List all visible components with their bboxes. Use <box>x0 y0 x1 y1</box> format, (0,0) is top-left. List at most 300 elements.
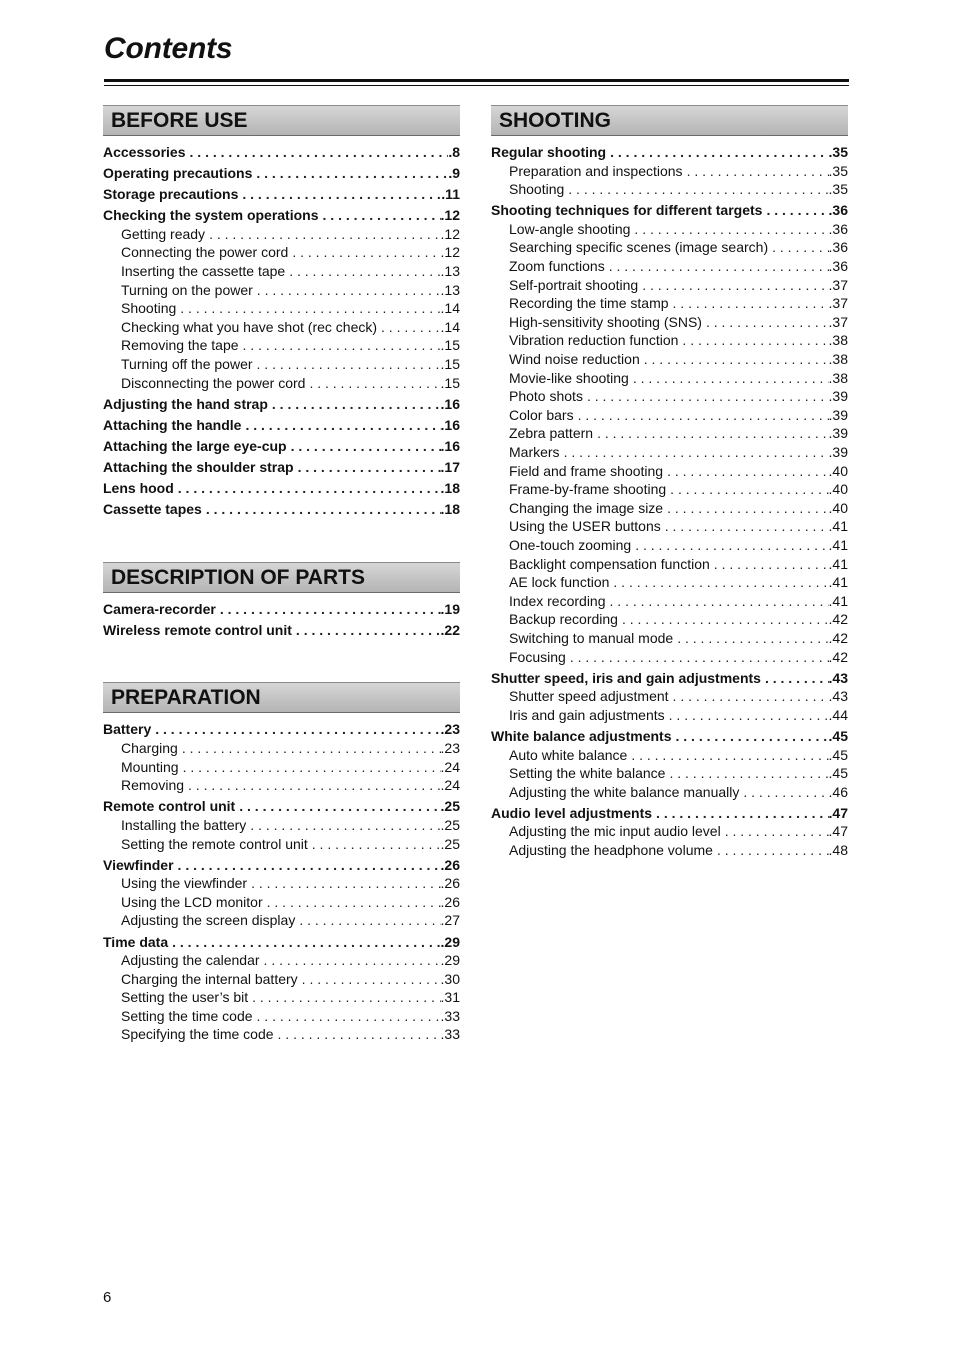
entry-label: Shooting <box>121 300 177 317</box>
entry-page: .40 <box>828 462 848 479</box>
entry-label: Adjusting the headphone volume <box>509 841 713 858</box>
dot-leader <box>606 592 829 611</box>
toc-subentry[interactable] <box>491 162 848 181</box>
entry-label: Recording the time stamp <box>509 295 669 312</box>
entry-page: .39 <box>828 388 848 405</box>
dot-leader <box>319 206 441 225</box>
toc-entry[interactable] <box>103 797 460 816</box>
dot-leader <box>609 573 828 592</box>
toc-entry[interactable] <box>103 185 460 204</box>
dot-leader <box>666 480 828 499</box>
dot-leader <box>618 610 829 629</box>
dot-leader <box>205 225 440 244</box>
dot-leader <box>263 893 441 912</box>
toc-subentry[interactable] <box>491 276 848 295</box>
entry-page: .26 <box>440 893 460 910</box>
entry-page: .24 <box>440 758 460 775</box>
toc-entry[interactable] <box>103 479 460 498</box>
dot-leader <box>285 262 440 281</box>
dot-leader <box>151 720 440 739</box>
entry-page: .25 <box>440 835 460 852</box>
dot-leader <box>673 629 828 648</box>
entry-label: AE lock function <box>509 574 610 591</box>
toc-subentry[interactable] <box>103 281 460 300</box>
toc-entry[interactable] <box>103 416 460 435</box>
section-preparation <box>103 682 460 1044</box>
toc-subentry[interactable] <box>491 350 848 369</box>
toc-entry[interactable] <box>103 437 460 456</box>
entry-label: Setting the white balance <box>509 765 666 782</box>
dot-leader <box>629 369 829 388</box>
entry-page: .38 <box>828 369 848 386</box>
dot-leader <box>178 739 441 758</box>
dot-leader <box>241 416 440 435</box>
toc-entry[interactable] <box>491 804 848 823</box>
toc-subentry[interactable] <box>103 299 460 318</box>
page-title: Contents <box>104 32 233 65</box>
entry-label: Wind noise reduction <box>509 351 640 368</box>
entry-label: Mounting <box>121 758 179 775</box>
entry-label: Zoom functions <box>509 258 605 275</box>
entry-page: .19 <box>440 600 460 617</box>
entry-label: Focusing <box>509 648 566 665</box>
entry-label: Accessories <box>103 144 186 160</box>
entry-label: Attaching the shoulder strap <box>103 459 294 475</box>
dot-leader <box>574 406 829 425</box>
entry-label: Storage precautions <box>103 186 239 203</box>
entry-page: .29 <box>440 952 460 969</box>
section-before-use <box>103 105 460 519</box>
toc-subentry[interactable] <box>491 648 848 667</box>
entry-page: .33 <box>440 1026 460 1043</box>
entry-label: Operating precautions <box>103 165 253 182</box>
entry-page: .46 <box>828 783 848 800</box>
entry-label: Iris and gain adjustments <box>509 706 665 723</box>
dot-leader <box>683 162 829 181</box>
entry-label: Connecting the power cord <box>121 244 289 261</box>
entry-page: .38 <box>828 332 848 349</box>
dot-leader <box>298 970 441 989</box>
entry-page: .13 <box>440 263 460 280</box>
entry-label: Searching specific scenes (image search) <box>509 239 769 256</box>
dot-leader <box>239 336 441 355</box>
entry-page: .43 <box>828 688 848 705</box>
entry-page: .43 <box>828 669 848 686</box>
entry-page: .23 <box>440 721 460 738</box>
entry-label: Time data <box>103 933 169 950</box>
entry-label: Switching to manual mode <box>509 629 674 646</box>
entry-label: Wireless remote control unit <box>103 621 292 638</box>
entry-page: .42 <box>828 629 848 646</box>
section-heading: DESCRIPTION OF PARTS <box>103 562 460 593</box>
entry-label: Disconnecting the power cord <box>121 374 306 391</box>
entry-page: .36 <box>828 239 848 256</box>
dot-leader <box>768 238 828 257</box>
entry-page: .23 <box>440 740 460 757</box>
toc-subentry[interactable] <box>491 480 848 499</box>
dot-leader <box>630 220 828 239</box>
toc-subentry[interactable] <box>103 835 460 854</box>
entry-page: .40 <box>828 499 848 516</box>
entry-page: .18 <box>440 480 460 497</box>
dot-leader <box>238 185 441 204</box>
toc-subentry[interactable] <box>103 1025 460 1044</box>
dot-leader <box>288 243 440 262</box>
entry-label: Remote control unit <box>103 798 236 815</box>
entry-page: .35 <box>828 162 848 179</box>
entry-page: .14 <box>440 300 460 317</box>
entry-page: .11 <box>441 186 460 203</box>
entry-label: Adjusting the screen display <box>121 912 296 929</box>
toc-subentry[interactable] <box>103 911 460 930</box>
entry-label: High-sensitivity shooting (SNS) <box>509 313 702 330</box>
entry-page: .35 <box>828 144 848 160</box>
entry-label: Shooting techniques for different targets <box>491 202 763 219</box>
dot-leader <box>295 911 440 930</box>
entry-label: Installing the battery <box>121 816 247 833</box>
entry-page: .45 <box>828 765 848 782</box>
entry-label: Color bars <box>509 406 574 423</box>
entry-page: .39 <box>828 444 848 460</box>
entry-label: Adjusting the hand strap <box>103 395 268 412</box>
toc-subentry[interactable] <box>103 355 460 374</box>
dot-leader <box>663 462 828 481</box>
entry-page: .44 <box>828 706 848 723</box>
entry-label: Using the viewfinder <box>121 875 248 892</box>
dot-leader <box>638 276 828 295</box>
entry-page: .14 <box>440 318 460 335</box>
dot-leader <box>739 783 828 802</box>
toc-subentry[interactable] <box>491 517 848 536</box>
entry-page: .31 <box>440 989 460 1006</box>
dot-leader <box>248 988 440 1007</box>
dot-leader <box>665 706 829 725</box>
entry-label: Shutter speed adjustment <box>509 688 669 705</box>
entry-page: .26 <box>440 875 460 892</box>
dot-leader <box>564 180 828 199</box>
dot-leader <box>252 164 448 183</box>
entry-page: .38 <box>828 351 848 368</box>
toc-entry[interactable] <box>103 621 460 640</box>
toc-subentry[interactable] <box>103 758 460 777</box>
entry-page: .45 <box>828 746 848 763</box>
dot-leader <box>652 804 828 823</box>
toc-subentry[interactable] <box>103 374 460 393</box>
entry-label: Camera-recorder <box>103 600 216 617</box>
toc-subentry[interactable] <box>491 822 848 841</box>
dot-leader <box>583 387 829 406</box>
entry-page: .17 <box>440 459 460 475</box>
toc-entry[interactable] <box>491 201 848 220</box>
dot-leader <box>176 299 440 318</box>
entry-label: Getting ready <box>121 225 206 242</box>
dot-leader <box>593 424 828 443</box>
entry-page: .35 <box>828 181 848 198</box>
dot-leader <box>253 1007 441 1026</box>
entry-page: .12 <box>440 244 460 261</box>
toc-subentry[interactable] <box>491 294 848 313</box>
entry-page: .40 <box>828 481 848 498</box>
toc-subentry[interactable] <box>491 180 848 199</box>
toc-entry[interactable] <box>103 933 460 952</box>
entry-label: Audio level adjustments <box>491 804 653 821</box>
entry-page: .15 <box>440 374 460 391</box>
dot-leader <box>179 758 441 777</box>
entry-page: .36 <box>828 202 848 219</box>
dot-leader <box>702 313 829 332</box>
entry-label: Checking what you have shot (rec check) <box>121 318 378 335</box>
entry-page: .24 <box>440 777 460 794</box>
dot-leader <box>377 318 441 337</box>
dot-leader <box>168 933 440 952</box>
toc-subentry[interactable] <box>491 462 848 481</box>
dot-leader <box>640 350 829 369</box>
toc-subentry[interactable] <box>103 816 460 835</box>
right-column <box>491 105 848 903</box>
entry-page: .26 <box>440 856 460 873</box>
dot-leader <box>174 479 441 498</box>
entry-page: .41 <box>828 518 848 535</box>
entry-page: .41 <box>828 536 848 553</box>
entry-page: .39 <box>828 425 848 442</box>
entry-page: .25 <box>440 798 460 815</box>
entry-page: .33 <box>440 1007 460 1024</box>
dot-leader <box>184 776 441 795</box>
dot-leader <box>216 600 441 619</box>
entry-page: .37 <box>828 313 848 330</box>
entry-page: .18 <box>440 501 460 518</box>
entry-page: .47 <box>828 823 848 840</box>
section-heading: SHOOTING <box>491 105 848 136</box>
toc-subentry[interactable] <box>103 988 460 1007</box>
entry-label: Adjusting the white balance manually <box>509 783 740 800</box>
entry-label: Cassette tapes <box>103 501 202 518</box>
dot-leader <box>627 746 828 765</box>
section-shooting <box>491 105 848 860</box>
entry-label: Movie-like shooting <box>509 369 629 386</box>
dot-leader <box>253 355 441 374</box>
entry-label: Setting the remote control unit <box>121 835 308 852</box>
toc-subentry[interactable] <box>103 1007 460 1026</box>
entry-label: Photo shots <box>509 388 583 405</box>
title-rule <box>104 79 849 82</box>
entry-page: .36 <box>828 258 848 275</box>
toc-entry[interactable] <box>103 600 460 619</box>
toc-subentry[interactable] <box>103 893 460 912</box>
toc-subentry[interactable] <box>103 970 460 989</box>
entry-page: .42 <box>828 611 848 628</box>
toc-subentry[interactable] <box>103 951 460 970</box>
toc-subentry[interactable] <box>491 783 848 802</box>
dot-leader <box>721 822 829 841</box>
toc-subentry[interactable] <box>103 262 460 281</box>
dot-leader <box>669 687 829 706</box>
entry-label: Inserting the cassette tape <box>121 263 286 280</box>
dot-leader <box>671 727 828 746</box>
entry-label: Using the LCD monitor <box>121 893 263 910</box>
toc-entry[interactable] <box>491 669 848 688</box>
entry-page: .9 <box>448 165 460 182</box>
entry-page: .13 <box>440 281 460 298</box>
entry-page: .37 <box>828 276 848 293</box>
entry-label: Frame-by-frame shooting <box>509 481 667 498</box>
toc-subentry[interactable] <box>491 841 848 860</box>
toc-subentry[interactable] <box>103 225 460 244</box>
toc-subentry[interactable] <box>491 706 848 725</box>
dot-leader <box>669 294 829 313</box>
dot-leader <box>710 555 829 574</box>
entry-label: Lens hood <box>103 480 174 497</box>
entry-label: Setting the time code <box>121 1007 253 1024</box>
toc-entry[interactable] <box>103 720 460 739</box>
entry-label: Charging <box>121 740 178 757</box>
entry-page: .8 <box>448 144 460 160</box>
toc-subentry[interactable] <box>491 555 848 574</box>
toc-entry[interactable] <box>103 206 460 225</box>
entry-label: Turning on the power <box>121 281 253 298</box>
toc-subentry[interactable] <box>103 318 460 337</box>
dot-leader <box>247 874 440 893</box>
entry-label: Field and frame shooting <box>509 462 664 479</box>
entry-label: Attaching the large eye-cup <box>103 437 287 454</box>
toc-subentry[interactable] <box>491 592 848 611</box>
dot-leader <box>713 841 829 860</box>
dot-leader <box>202 500 441 519</box>
toc-subentry[interactable] <box>491 220 848 239</box>
toc-entry[interactable] <box>103 458 460 477</box>
dot-leader <box>235 797 440 816</box>
entry-label: Markers <box>509 444 560 460</box>
dot-leader <box>566 648 829 667</box>
toc-entry[interactable] <box>103 164 460 183</box>
entry-page: .48 <box>828 841 848 858</box>
entry-label: Turning off the power <box>121 356 253 373</box>
dot-leader <box>274 1025 441 1044</box>
entry-page: .41 <box>828 592 848 609</box>
toc-subentry[interactable] <box>491 257 848 276</box>
toc-entry[interactable] <box>103 856 460 875</box>
entry-label: White balance adjustments <box>491 727 672 744</box>
entry-page: .39 <box>828 406 848 423</box>
entry-label: Shutter speed, iris and gain adjustments <box>491 669 761 686</box>
dot-leader <box>762 201 828 220</box>
entry-label: Shooting <box>509 181 565 198</box>
toc-subentry[interactable] <box>491 387 848 406</box>
dot-leader <box>174 856 441 875</box>
dot-leader <box>186 143 449 162</box>
entry-page: .12 <box>440 225 460 242</box>
toc-subentry[interactable] <box>491 313 848 332</box>
toc-entry[interactable] <box>103 500 460 519</box>
section-description-of-parts <box>103 562 460 640</box>
dot-leader <box>294 458 441 477</box>
entry-label: Zebra pattern <box>509 425 594 442</box>
toc-subentry[interactable] <box>491 331 848 350</box>
toc-subentry[interactable] <box>103 776 460 795</box>
toc-subentry[interactable] <box>491 443 848 462</box>
toc-subentry[interactable] <box>491 424 848 443</box>
toc-entry[interactable] <box>491 143 848 162</box>
entry-page: .16 <box>440 395 460 412</box>
entry-page: .27 <box>440 912 460 929</box>
toc-subentry[interactable] <box>491 746 848 765</box>
dot-leader <box>761 669 829 688</box>
dot-leader <box>661 517 829 536</box>
entry-label: Changing the image size <box>509 499 664 516</box>
entry-page: .37 <box>828 295 848 312</box>
dot-leader <box>287 437 441 456</box>
entry-label: Checking the system operations <box>103 207 319 224</box>
dot-leader <box>605 257 829 276</box>
dot-leader <box>308 835 441 854</box>
entry-label: Removing <box>121 777 185 794</box>
dot-leader <box>305 374 440 393</box>
toc-subentry[interactable] <box>103 874 460 893</box>
toc-subentry[interactable] <box>491 573 848 592</box>
toc-subentry[interactable] <box>103 243 460 262</box>
dot-leader <box>253 281 441 300</box>
dot-leader <box>631 536 828 555</box>
entry-label: Removing the tape <box>121 337 239 354</box>
entry-label: Index recording <box>509 592 606 609</box>
entry-page: .15 <box>440 337 460 354</box>
entry-label: One-touch zooming <box>509 536 632 553</box>
entry-label: Preparation and inspections <box>509 162 683 179</box>
dot-leader <box>560 443 829 462</box>
entry-label: Charging the internal battery <box>121 970 298 987</box>
toc-entry[interactable] <box>103 143 460 162</box>
toc-entry[interactable] <box>491 727 848 746</box>
toc-subentry[interactable] <box>491 369 848 388</box>
dot-leader <box>292 621 441 640</box>
entry-page: .47 <box>828 804 848 821</box>
dot-leader <box>678 331 828 350</box>
toc-subentry[interactable] <box>491 610 848 629</box>
entry-label: Battery <box>103 721 152 738</box>
entry-label: Using the USER buttons <box>509 518 661 535</box>
entry-label: Auto white balance <box>509 746 628 763</box>
toc-subentry[interactable] <box>103 739 460 758</box>
toc-subentry[interactable] <box>491 499 848 518</box>
toc-subentry[interactable] <box>491 238 848 257</box>
dot-leader <box>606 143 828 162</box>
entry-page: .16 <box>440 416 460 433</box>
dot-leader <box>268 395 441 414</box>
entry-page: .22 <box>440 621 460 638</box>
section-heading: PREPARATION <box>103 682 460 713</box>
entry-label: Backlight compensation function <box>509 555 710 572</box>
toc-subentry[interactable] <box>491 629 848 648</box>
toc-entry[interactable] <box>103 395 460 414</box>
entry-label: Backup recording <box>509 611 618 628</box>
toc-subentry[interactable] <box>491 687 848 706</box>
entry-page: .45 <box>828 727 848 744</box>
entry-page: .42 <box>828 648 848 665</box>
toc-subentry[interactable] <box>103 336 460 355</box>
entry-label: Vibration reduction function <box>509 332 679 349</box>
entry-page: .12 <box>440 207 460 224</box>
toc-subentry[interactable] <box>491 536 848 555</box>
dot-leader <box>663 499 828 518</box>
toc-subentry[interactable] <box>491 406 848 425</box>
title-rule-thin <box>104 85 849 86</box>
entry-page: .25 <box>440 816 460 833</box>
toc-subentry[interactable] <box>491 764 848 783</box>
page-number: 6 <box>103 1289 112 1306</box>
entry-label: Specifying the time code <box>121 1026 274 1043</box>
entry-label: Attaching the handle <box>103 416 242 433</box>
entry-page: .16 <box>440 437 460 454</box>
